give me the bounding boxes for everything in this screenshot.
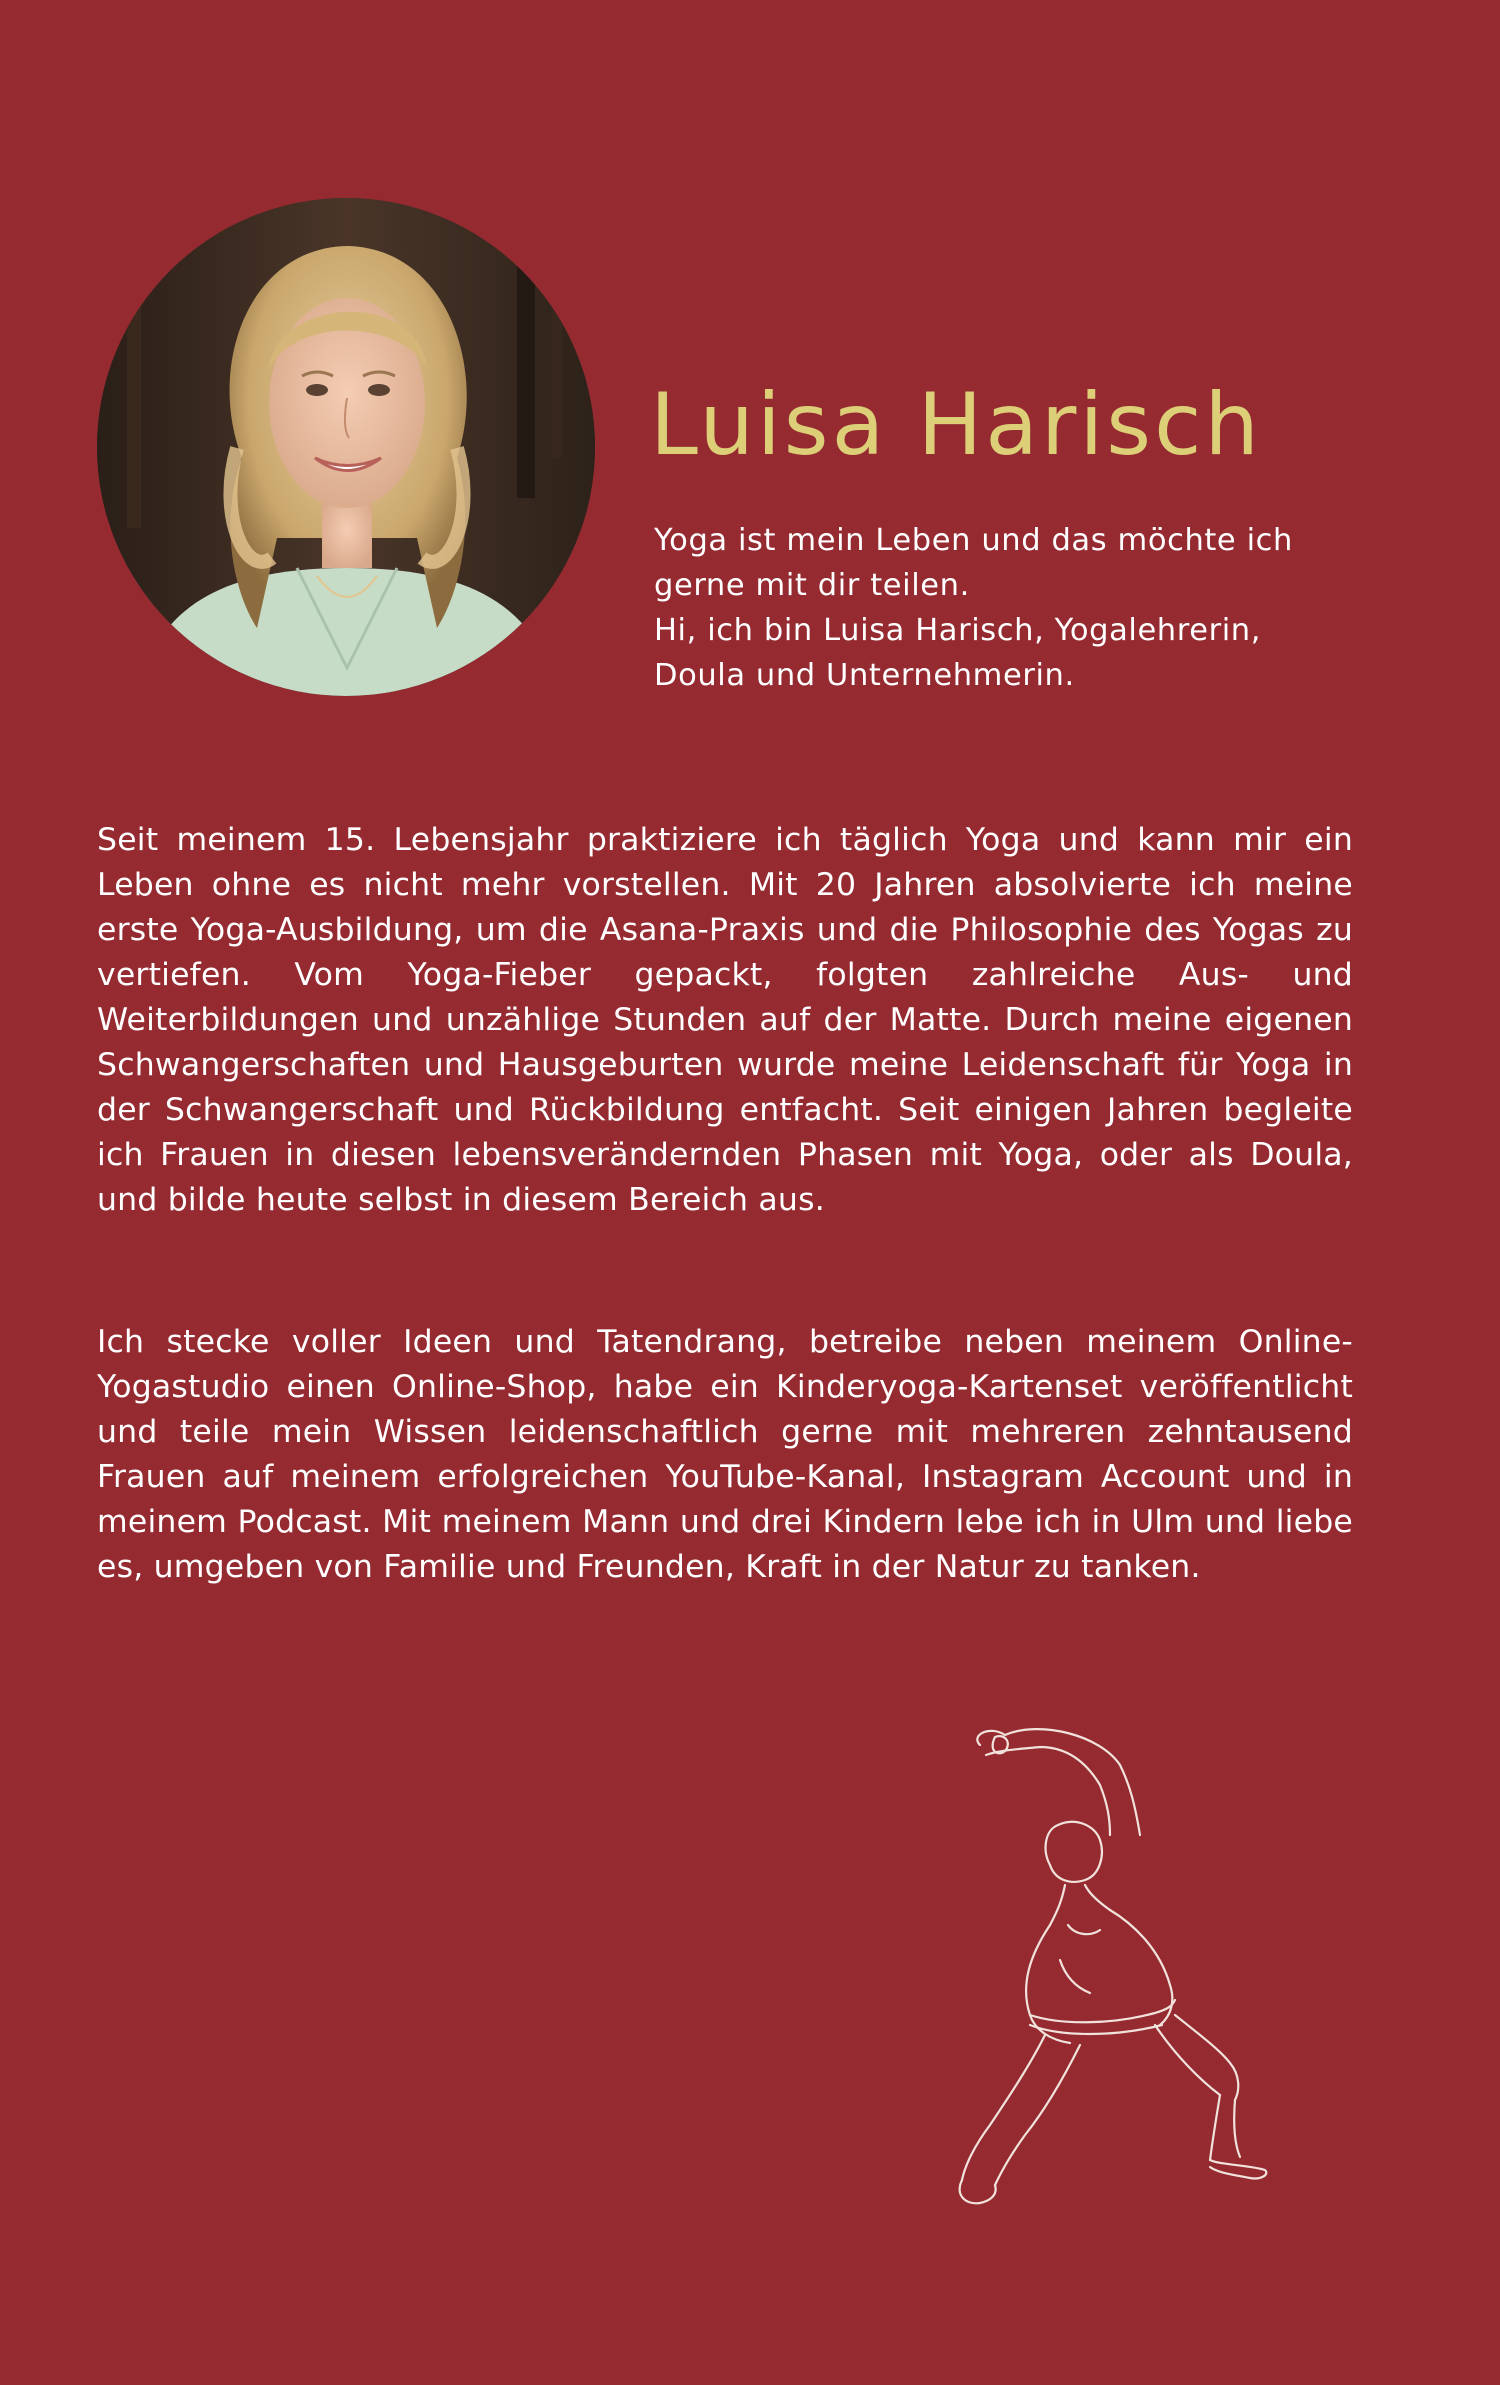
portrait-photo [97,198,595,696]
yoga-pose-line-art-icon [950,1725,1270,2225]
intro-text [654,518,1354,698]
author-name: Luisa Harisch [650,375,1262,475]
intro-line-2: Hi, ich bin Luisa Harisch, Yogalehrerin, Doula und Unternehmerin. [654,613,1262,693]
intro-line-1: Yoga ist mein Leben und das möchte ich gerne mit dir teilen. [654,523,1293,603]
biography-paragraph-2: Ich stecke voller Ideen und Tatendrang, betreibe neben meinem Online-Yogastudio einen Online-Shop, habe ein Kinderyoga-Kartenset veröffentlicht und teile mein Wissen leidenschaftlich gerne mit mehreren zehntausend Frauen auf meinem erfolgreichen YouTube-Kanal, Instagram Account und in meinem Podcast. Mit meinem Mann und drei Kindern lebe ich in Ulm und liebe es, umgeben von Familie und Freunden, Kraft in der Natur zu tanken. [97,1324,1353,1585]
biography-paragraph-1: Seit meinem 15. Lebensjahr praktiziere ich täglich Yoga und kann mir ein Leben ohne es nicht mehr vorstellen. Mit 20 Jahren absolvierte ich meine erste Yoga-Ausbildung, um die Asana-Praxis und die Philosophie des Yogas zu vertiefen. Vom Yoga-Fieber gepackt, folgten zahlreiche Aus- und Weiterbildungen und unzählige Stunden auf der Matte. Durch meine eigenen Schwangerschaften und Hausgeburten wurde meine Leidenschaft für Yoga in der Schwangerschaft und Rückbildung entfacht. Seit einigen Jahren begleite ich Frauen in diesen lebensverändernden Phasen mit Yoga, oder als Doula, und bilde heute selbst in diesem Bereich aus. [97,822,1353,1218]
author-portrait [97,198,595,696]
